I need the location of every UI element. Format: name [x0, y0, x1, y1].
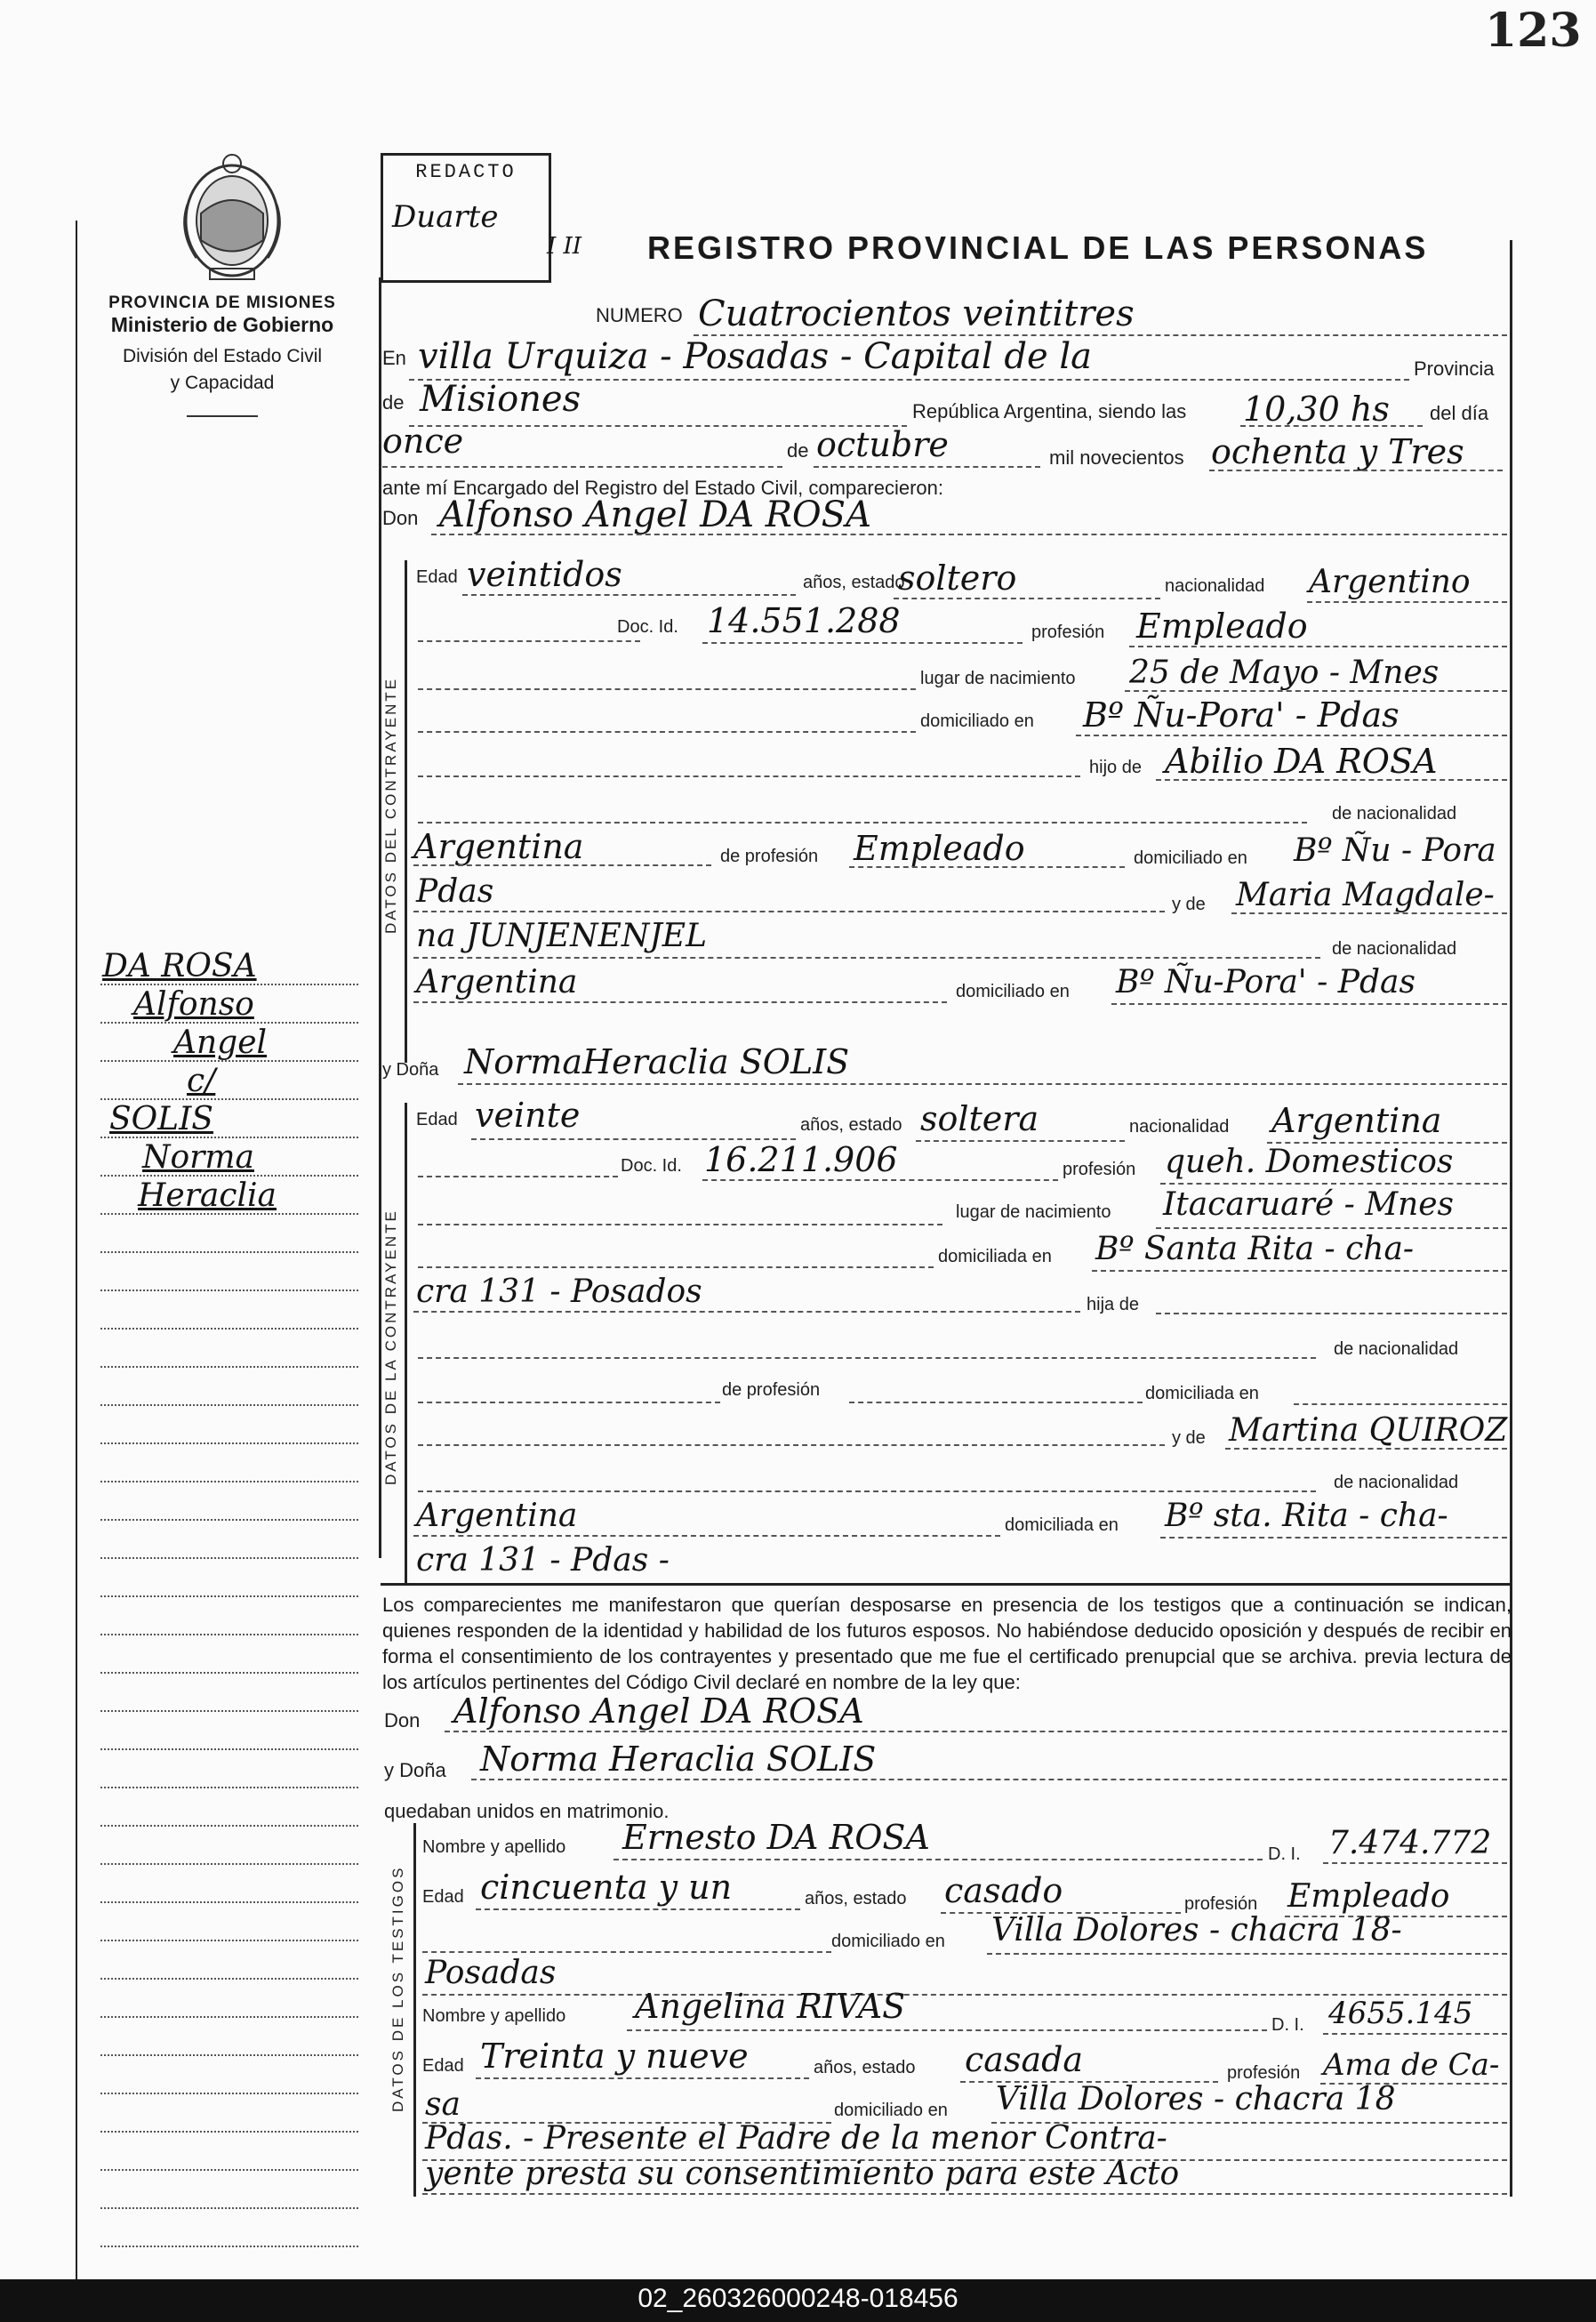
margin-line: [100, 1481, 358, 1482]
ministry-heading: Ministerio de Gobierno: [110, 313, 334, 336]
contrayente-frame: [405, 560, 407, 1063]
t1-di-label: D. I.: [1268, 1844, 1301, 1864]
t2-nombre-label: Nombre y apellido: [422, 2006, 566, 2026]
f-edad-label: Edad: [416, 1110, 458, 1129]
provincia-value: Misiones: [420, 379, 581, 420]
margin-line: [100, 1672, 358, 1674]
roman-numeral: I II: [547, 233, 582, 260]
f-anios-label: años, estado: [800, 1115, 902, 1135]
t2-prof-label: profesión: [1227, 2063, 1301, 2083]
registry-title: REGISTRO PROVINCIAL DE LAS PERSONAS: [647, 229, 1429, 266]
contrayenta-side-label: DATOS DE LA CONTRAYENTE: [382, 1209, 399, 1485]
margin-line: [100, 1863, 358, 1865]
margin-line: [100, 1557, 358, 1559]
f-nac-value: Argentina: [1271, 1101, 1442, 1140]
numero-label: NUMERO: [596, 304, 683, 326]
f-de-nac2-label: de nacionalidad: [1334, 1473, 1459, 1492]
t2-dom-label: domiciliado en: [834, 2101, 948, 2120]
lugar-value: villa Urquiza - Posadas - Capital de la: [418, 336, 1092, 377]
t2-edad-value: Treinta y nueve: [480, 2037, 749, 2076]
header-rule: [187, 415, 258, 417]
union-don-value: Alfonso Angel DA ROSA: [453, 1691, 864, 1731]
margin-line: [100, 1519, 358, 1521]
t2-note2: yente presta su consentimiento para este Acto: [425, 2156, 1180, 2192]
don-label: Don: [382, 507, 419, 529]
margin-line: [100, 1825, 358, 1827]
f-dom2-label: domiciliada en: [1145, 1384, 1259, 1403]
t2-note1: Pdas. - Presente el Padre de la menor Contra-: [425, 2120, 1167, 2157]
t2-prof2-value: sa: [425, 2086, 461, 2123]
c-prof-value: Empleado: [1136, 607, 1308, 646]
margin-line: [100, 1098, 358, 1100]
f-de-prof-label: de profesión: [722, 1380, 821, 1400]
dona-label: y Doña: [382, 1060, 439, 1080]
f-dom2-value: cra 131 - Posados: [416, 1273, 702, 1310]
t2-estado-value: casada: [965, 2040, 1084, 2079]
margin-line: [100, 1366, 358, 1368]
contrayenta-bottom-rule: [381, 1583, 1512, 1586]
c-madre-dom-label: domiciliado en: [956, 982, 1070, 1001]
redacto-label: REDACTO: [415, 161, 517, 183]
c-madre-value: Maria Magdale-: [1236, 877, 1495, 913]
margin-line: [100, 2169, 358, 2171]
mes-value: octubre: [816, 425, 949, 464]
dia-value: once: [382, 422, 464, 461]
coat-of-arms-icon: [174, 151, 290, 289]
c-dom-label: domiciliado en: [920, 711, 1034, 731]
t1-dom-value: Villa Dolores - chacra 18-: [991, 1912, 1402, 1948]
t1-nombre-label: Nombre y apellido: [422, 1837, 566, 1857]
t1-prof-label: profesión: [1184, 1894, 1258, 1914]
c-madre-nac-value: Argentina: [416, 964, 578, 1000]
footer-id: 02_260326000248-018456: [638, 2284, 958, 2313]
margin-line: [100, 1251, 358, 1253]
margin-line: [100, 2093, 358, 2094]
form-left-border: [379, 277, 381, 1558]
f-nac-label: nacionalidad: [1129, 1117, 1230, 1137]
t1-dom-label: domiciliado en: [831, 1932, 945, 1951]
f-prof-label: profesión: [1063, 1160, 1136, 1179]
province-heading: PROVINCIA DE MISIONES: [108, 293, 336, 312]
de-mes-label: de: [787, 439, 809, 462]
ante-label: ante mí Encargado del Registro del Estado Civil, comparecieron:: [382, 477, 943, 499]
f-doc-value: 16.211.906: [704, 1140, 898, 1179]
c-hijo-label: hijo de: [1089, 758, 1142, 777]
mil-label: mil novecientos: [1049, 446, 1184, 469]
margin-line: [100, 1940, 358, 1941]
f-dom-label: domiciliada en: [938, 1247, 1052, 1266]
margin-line: [100, 1404, 358, 1406]
c-padre-value: Abilio DA ROSA: [1165, 742, 1438, 781]
f-estado-value: soltera: [920, 1099, 1039, 1138]
de-label: de: [382, 391, 405, 414]
t2-nombre-value: Angelina RIVAS: [635, 1987, 906, 2026]
form-right-border: [1510, 240, 1512, 2197]
testigos-side-label: DATOS DE LOS TESTIGOS: [389, 1865, 406, 2112]
t2-di-value: 4655.145: [1328, 1996, 1473, 2031]
c-padre-prof-value: Empleado: [854, 829, 1025, 868]
t2-dom-value: Villa Dolores - chacra 18: [996, 2081, 1396, 2117]
c-dom-value: Bº Ñu-Pora' - Pdas: [1083, 695, 1400, 735]
hora-value: 10,30 hs: [1243, 390, 1390, 429]
f-prof-value: queh. Domesticos: [1165, 1144, 1454, 1180]
f-dom-value: Bº Santa Rita - cha-: [1095, 1231, 1415, 1267]
margin-line: [100, 2207, 358, 2209]
f-lugar-value: Itacaruaré - Mnes: [1163, 1186, 1455, 1223]
en-label: En: [382, 347, 406, 369]
t1-dom2-value: Posadas: [425, 1955, 557, 1991]
c-nac-label: nacionalidad: [1165, 576, 1265, 596]
margin-line: [100, 1748, 358, 1750]
c-nac-value: Argentino: [1309, 564, 1471, 600]
c-padre-dom2-value: Pdas: [416, 873, 494, 910]
c-estado-value: soltero: [898, 558, 1017, 598]
c-de-prof-label: de profesión: [720, 847, 819, 866]
c-de-nac2-label: de nacionalidad: [1332, 939, 1457, 959]
declaration-text: Los comparecientes me manifestaron que querían desposarse en presencia de los testigos que a continuación se indican, quienes responden de la identidad y habilidad de los futuros esposos. No habiéndose deducido oposición y después de recibir en forma el consentimiento de los contrayentes y presentado que me fue el certificado prenupcial que se archiva. previa lectura de los artículos pertinentes del Código Civil declaré en nombre de la ley que:: [382, 1594, 1512, 1693]
f-doc-label: Doc. Id.: [621, 1156, 682, 1176]
redacto-stamp: [381, 153, 551, 283]
c-lugar-value: 25 de Mayo - Mnes: [1129, 655, 1440, 691]
t1-di-value: 7.474.772: [1328, 1825, 1492, 1861]
margin-line: [100, 1978, 358, 1980]
t1-edad-value: cincuenta y un: [480, 1868, 733, 1907]
margin-name: SOLIS: [109, 1101, 213, 1137]
margin-name: Alfonso: [133, 986, 254, 1023]
margin-line: [100, 1290, 358, 1291]
c-prof-label: profesión: [1031, 623, 1105, 642]
left-margin-line: [76, 221, 77, 2284]
union-dona-value: Norma Heraclia SOLIS: [480, 1739, 877, 1779]
c-y-de-label: y de: [1172, 895, 1206, 914]
margin-name: DA ROSA: [102, 948, 257, 984]
t1-estado-value: casado: [944, 1871, 1063, 1910]
union-don-label: Don: [384, 1709, 421, 1731]
c-padre-dom-value: Bº Ñu - Pora: [1294, 832, 1496, 869]
redacto-name: Duarte: [392, 199, 499, 235]
margin-line: [100, 1328, 358, 1330]
c-anios-label: años, estado: [803, 573, 905, 592]
margin-name: Heraclia: [138, 1177, 277, 1214]
del-dia-label: del día: [1430, 402, 1489, 424]
c-doc-value: 14.551.288: [707, 601, 901, 640]
f-edad-value: veinte: [475, 1096, 581, 1135]
c-madre2-value: na JUNJENENJEL: [416, 918, 707, 954]
margin-line: [100, 2131, 358, 2133]
testigos-frame: [413, 1823, 416, 2197]
don-value: Alfonso Angel DA ROSA: [439, 494, 871, 535]
provincia-label: Provincia: [1414, 358, 1495, 380]
union-dona-label: y Doña: [384, 1759, 446, 1781]
margin-line: [100, 1634, 358, 1635]
f-lugar-label: lugar de nacimiento: [956, 1202, 1111, 1222]
f-hija-label: hija de: [1087, 1295, 1139, 1314]
c-doc-label: Doc. Id.: [617, 617, 678, 637]
c-madre-dom-value: Bº Ñu-Pora' - Pdas: [1116, 964, 1416, 1000]
f-de-nac-label: de nacionalidad: [1334, 1339, 1459, 1359]
f-y-de-label: y de: [1172, 1428, 1206, 1448]
numero-value: Cuatrocientos veintitres: [698, 293, 1135, 334]
quedaban-label: quedaban unidos en matrimonio.: [384, 1800, 670, 1822]
margin-line: [100, 1710, 358, 1712]
margin-line: [100, 1442, 358, 1444]
anio-value: ochenta y Tres: [1211, 432, 1464, 471]
contrayenta-frame: [405, 1103, 407, 1583]
c-padre-dom-label: domiciliado en: [1134, 848, 1247, 868]
t2-edad-label: Edad: [422, 2056, 464, 2076]
contrayente-side-label: DATOS DEL CONTRAYENTE: [382, 676, 399, 934]
c-de-nac-label: de nacionalidad: [1332, 804, 1457, 824]
t2-anios-label: años, estado: [814, 2058, 916, 2077]
t2-prof-value: Ama de Ca-: [1323, 2047, 1500, 2083]
margin-line: [100, 1595, 358, 1597]
c-padre-nac-value: Argentina: [413, 827, 584, 866]
margin-line: [100, 1901, 358, 1903]
t1-nombre-value: Ernesto DA ROSA: [622, 1818, 930, 1857]
f-madre-dom2-value: cra 131 - Pdas -: [416, 1542, 670, 1579]
margin-name: Norma: [142, 1139, 254, 1176]
c-edad-value: veintidos: [467, 555, 622, 594]
margin-line: [100, 2016, 358, 2018]
t1-prof-value: Empleado: [1287, 1878, 1450, 1915]
f-madre-value: Martina QUIROZ: [1229, 1412, 1508, 1449]
capacity-heading: y Capacidad: [170, 373, 275, 393]
t2-di-label: D. I.: [1271, 2015, 1304, 2035]
dona-value: NormaHeraclia SOLIS: [464, 1042, 850, 1081]
page-number: 123: [1485, 4, 1582, 58]
margin-line: [100, 2246, 358, 2247]
t1-edad-label: Edad: [422, 1887, 464, 1907]
margin-name: Angel: [173, 1024, 268, 1061]
margin-line: [100, 2054, 358, 2056]
f-madre-dom-label: domiciliada en: [1005, 1515, 1119, 1535]
c-edad-label: Edad: [416, 567, 458, 587]
c-lugar-label: lugar de nacimiento: [920, 669, 1076, 688]
republica-label: República Argentina, siendo las: [912, 400, 1187, 422]
margin-line: [100, 1787, 358, 1788]
f-madre-dom-value: Bº sta. Rita - cha-: [1165, 1498, 1448, 1534]
f-madre-nac-value: Argentina: [416, 1498, 578, 1534]
margin-name: c/: [187, 1063, 216, 1099]
t1-anios-label: años, estado: [805, 1889, 907, 1908]
division-heading: División del Estado Civil: [122, 346, 323, 366]
